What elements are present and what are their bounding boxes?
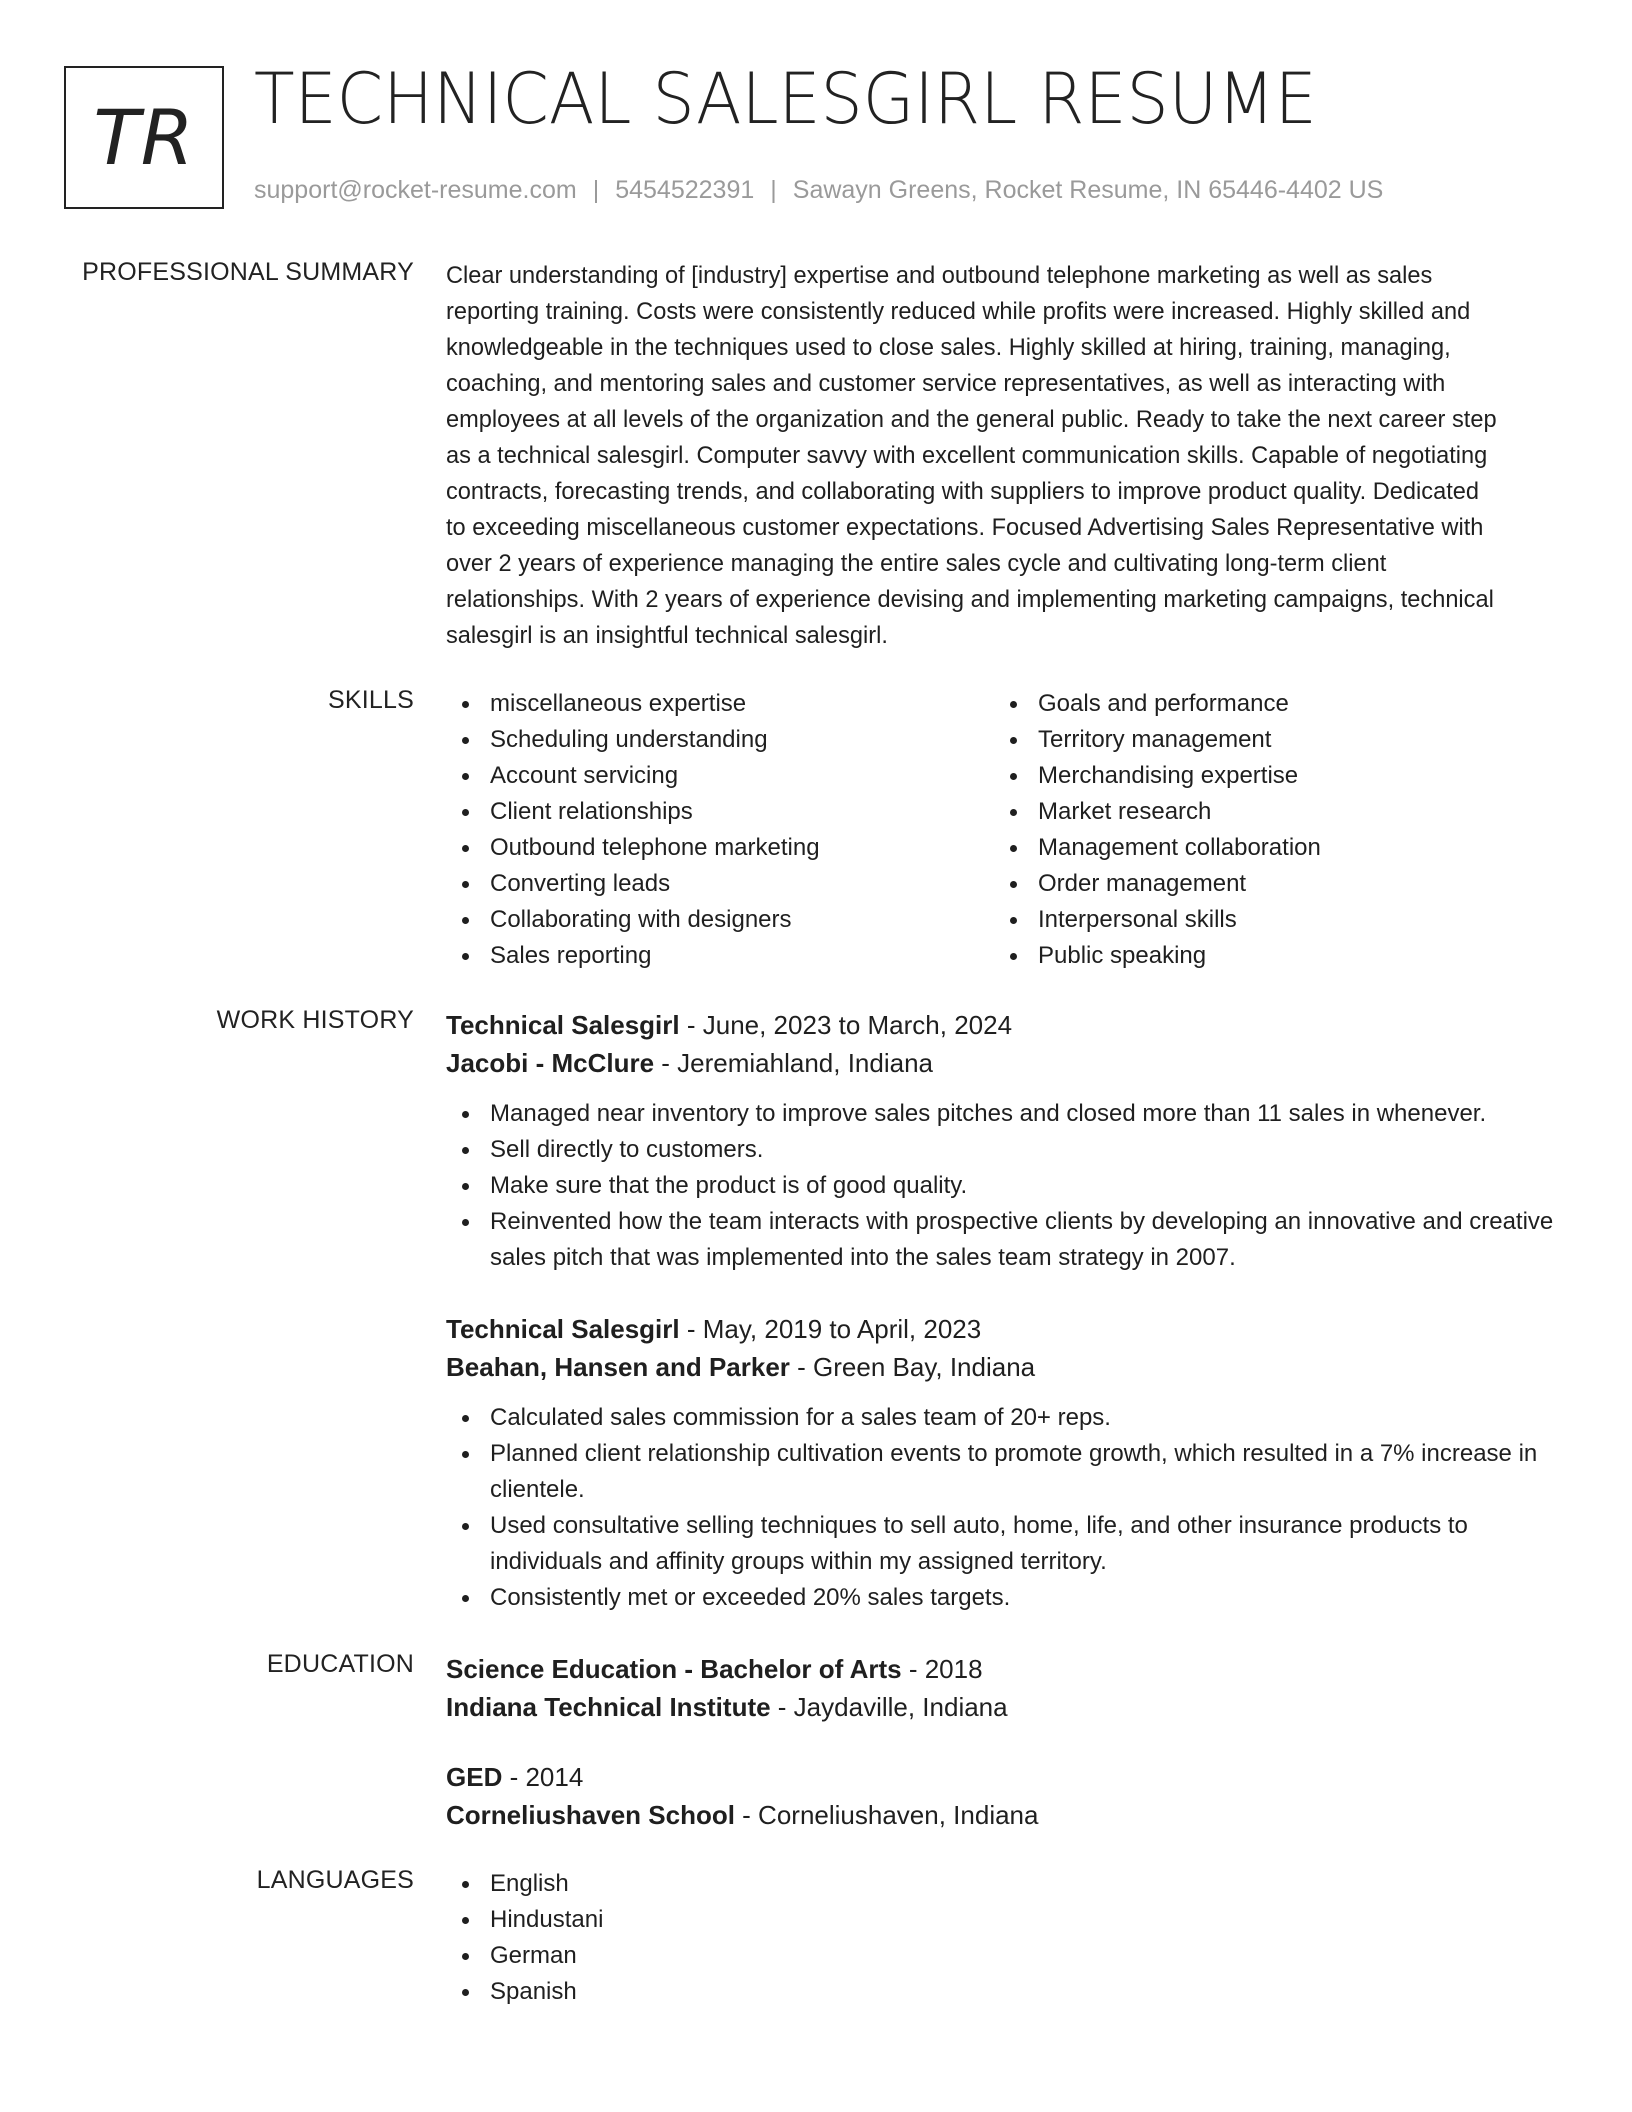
summary-line: employees at all levels of the organization and the general public. Ready to take the next career step (446, 407, 1497, 433)
degree-year: - 2014 (502, 1762, 584, 1792)
summary-line: as a technical salesgirl. Computer savvy with excellent communication skills. Capable of negotiating (446, 443, 1488, 469)
section-label-summary: PROFESSIONAL SUMMARY (82, 258, 414, 286)
skill-item: Merchandising expertise (994, 758, 1542, 794)
skill-item: Market research (994, 794, 1542, 830)
job-title: Technical Salesgirl (446, 1314, 680, 1344)
job-bullet: Managed near inventory to improve sales pitches and closed more than 11 sales in whenever. (446, 1096, 1561, 1132)
section-label-education: EDUCATION (266, 1650, 414, 1678)
degree-year: - 2018 (901, 1654, 983, 1684)
summary-line: relationships. With 2 years of experience devising and implementing marketing campaigns, technical (446, 587, 1494, 613)
section-label-languages: LANGUAGES (256, 1866, 414, 1894)
skill-item: Goals and performance (994, 686, 1542, 722)
summary-text (446, 258, 1561, 654)
school-name: Corneliushaven School (446, 1800, 735, 1830)
contact-phone[interactable]: 5454522391 (615, 176, 755, 204)
job-company: Jacobi - McClure (446, 1048, 655, 1078)
job-dates: - May, 2019 to April, 2023 (679, 1314, 982, 1344)
skill-item: Account servicing (446, 758, 994, 794)
job-bullet: Reinvented how the team interacts with prospective clients by developing an innovative and creative sales pitch that was implemented into the sales team strategy in 2007. (446, 1204, 1561, 1276)
languages-list (446, 1866, 1561, 2010)
language-item: English (446, 1866, 1561, 1902)
skill-item: Client relationships (446, 794, 994, 830)
contact-address: Sawayn Greens, Rocket Resume, IN 65446-4402 US (792, 176, 1384, 204)
job-company-line (446, 1044, 1561, 1082)
resume-title: TECHNICAL SALESGIRL RESUME (254, 58, 1317, 140)
summary-line: coaching, and mentoring sales and customer service representatives, as well as interacting with (446, 371, 1446, 397)
summary-line: reporting training. Costs were consistently reduced while profits were increased. Highly skilled and (446, 299, 1471, 325)
job-bullet: Used consultative selling techniques to sell auto, home, life, and other insurance products to individuals and affinity groups within my assigned territory. (446, 1508, 1561, 1580)
job-title-line (446, 1310, 1561, 1348)
skill-item: Sales reporting (446, 938, 994, 974)
job-entry (446, 1006, 1561, 1276)
summary-line: over 2 years of experience managing the entire sales cycle and cultivating long-term client (446, 551, 1387, 577)
section-label-skills: SKILLS (328, 686, 414, 714)
skill-item: Interpersonal skills (994, 902, 1542, 938)
contact-line (254, 176, 1383, 205)
job-dates: - June, 2023 to March, 2024 (679, 1010, 1013, 1040)
skill-item: Converting leads (446, 866, 994, 902)
summary-line: contracts, forecasting trends, and collaborating with suppliers to improve product quality. Dedicated (446, 479, 1479, 505)
job-title-line (446, 1006, 1561, 1044)
skill-item: Territory management (994, 722, 1542, 758)
degree-name: Science Education - Bachelor of Arts (446, 1654, 902, 1684)
skill-item: Scheduling understanding (446, 722, 994, 758)
contact-separator: | (592, 176, 600, 204)
contact-email[interactable]: support@rocket-resume.com (254, 176, 577, 204)
school-location: - Corneliushaven, Indiana (734, 1800, 1039, 1830)
job-bullet: Sell directly to customers. (446, 1132, 1561, 1168)
summary-line: Clear understanding of [industry] expertise and outbound telephone marketing as well as sales (446, 263, 1433, 289)
summary-line: to exceeding miscellaneous customer expectations. Focused Advertising Sales Representative with (446, 515, 1484, 541)
skill-item: Order management (994, 866, 1542, 902)
job-company-line (446, 1348, 1561, 1386)
degree-name: GED (446, 1762, 503, 1792)
job-title: Technical Salesgirl (446, 1010, 680, 1040)
school-name: Indiana Technical Institute (446, 1692, 771, 1722)
section-label-work: WORK HISTORY (216, 1006, 414, 1034)
languages-content (446, 1866, 1561, 2010)
school-line (446, 1688, 1561, 1726)
job-entry (446, 1310, 1561, 1616)
job-bullets (446, 1096, 1561, 1276)
school-line (446, 1796, 1561, 1834)
skill-item: miscellaneous expertise (446, 686, 994, 722)
school-location: - Jaydaville, Indiana (770, 1692, 1008, 1722)
education-entry (446, 1758, 1561, 1834)
degree-line (446, 1758, 1561, 1796)
summary-line: salesgirl is an insightful technical salesgirl. (446, 623, 888, 649)
monogram-logo: TR (64, 66, 224, 209)
job-bullets (446, 1400, 1561, 1616)
job-bullet: Planned client relationship cultivation events to promote growth, which resulted in a 7% increase in clientele. (446, 1436, 1561, 1508)
skill-item: Collaborating with designers (446, 902, 994, 938)
job-location: - Jeremiahland, Indiana (654, 1048, 934, 1078)
contact-separator: | (770, 176, 777, 204)
job-bullet: Consistently met or exceeded 20% sales targets. (446, 1580, 1561, 1616)
summary-line: knowledgeable in the techniques used to close sales. Highly skilled at hiring, training, managing, (446, 335, 1451, 361)
skills-columns (446, 686, 1561, 974)
language-item: Hindustani (446, 1902, 1561, 1938)
job-bullet: Calculated sales commission for a sales team of 20+ reps. (446, 1400, 1561, 1436)
job-company: Beahan, Hansen and Parker (446, 1352, 790, 1382)
job-location: - Green Bay, Indiana (789, 1352, 1036, 1382)
education-entry (446, 1650, 1561, 1726)
language-item: German (446, 1938, 1561, 1974)
job-bullet: Make sure that the product is of good quality. (446, 1168, 1561, 1204)
skills-list-right (994, 686, 1542, 974)
skill-item: Outbound telephone marketing (446, 830, 994, 866)
skill-item: Management collaboration (994, 830, 1542, 866)
language-item: Spanish (446, 1974, 1561, 2010)
skill-item: Public speaking (994, 938, 1542, 974)
skills-list-left (446, 686, 994, 974)
degree-line (446, 1650, 1561, 1688)
